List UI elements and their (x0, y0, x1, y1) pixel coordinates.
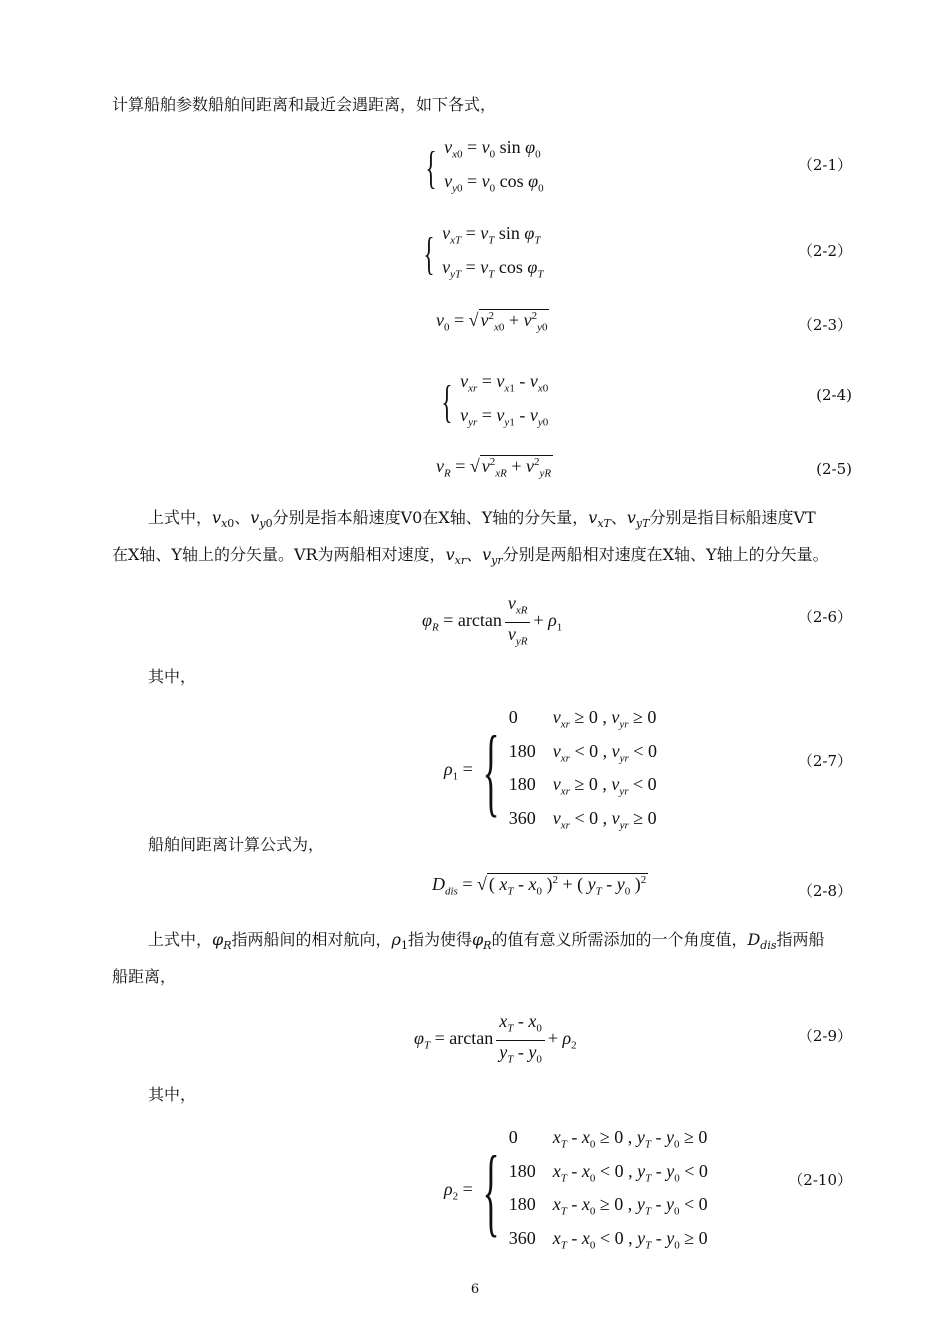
equation-2-1: { $v_{x0} = v_0$ $\sin \varphi_0$ $v_{y0} = v_0$ $\cos \varphi_0$ (425, 137, 544, 195)
equation-2-8: $D_{dis}$ = √ ( $x_T - x_0$ )$^2$ + ( $y_T - y_0$ )$^2$ (432, 874, 647, 898)
equation-2-5: $v_R$ = √ $v^2_{xR} + v^2_{yR}$ (436, 456, 552, 480)
equation-number: (2-4) (816, 386, 852, 404)
equation-2-7: $\rho_1$ = { 0 $v_{xr} \ge 0$ , $v_{yr} \ge 0$ 180 $v_{xr} < 0$ , $v_{yr} < 0$ 180 $v_{xr} \ge 0$ , $v_{yr} < 0$ 360 $v_{xr} < 0$ , $v_{yr} \ge 0$ (444, 707, 657, 832)
qizhong-label-1: 其中， (148, 667, 197, 686)
equation-number: （2-6） (797, 608, 852, 626)
equation-2-10: $\rho_2$ = { 0 $x_T - x_0 \ge 0$ , $y_T - y_0 \ge 0$ 180 $x_T - x_0 < 0$ , $y_T - y_0 < 0$ 180 $x_T - x_0 \ge 0$ , $y_T - y_0 < 0$ 360 $x_T - x_0 < 0$ , $y_T - y_0 \ge 0$ (444, 1127, 708, 1252)
equation-2-2: { $v_{xT} = v_T$ $\sin \varphi_T$ $v_{yT} = v_T$ $\cos \varphi_T$ (423, 223, 544, 281)
equation-2-3: $v_0$ = √ $v^2_{x0} + v^2_{y0}$ (436, 310, 548, 334)
qizhong-label-2: 其中， (148, 1085, 197, 1104)
equation-number: （2-1） (797, 156, 852, 174)
equation-number: （2-8） (797, 882, 852, 900)
equation-number: （2-10） (788, 1171, 852, 1189)
equation-number: (2-5) (816, 460, 852, 478)
equation-number: （2-7） (797, 752, 852, 770)
equation-2-4: { $v_{xr} = v_{x1} - v_{x0}$ $v_{yr} = v_{y1} - v_{y0}$ (441, 371, 549, 429)
equation-2-6: $\varphi_R = \arctan$ $\frac{v_{xR}}{v_{yR}}$ + $\rho_1$ (422, 593, 563, 648)
equation-2-9: $\varphi_T = \arctan$ $\frac{x_T - x_0}{y_T - y_0}$ + $\rho_2$ (414, 1011, 577, 1066)
paragraph-2-line-1: 上式中，$\varphi_R$指两船间的相对航向，$\rho_1$指为使得$\varphi_R$的值有意义所需添加的一个角度值，$D_{dis}$指两船 (148, 930, 825, 953)
equation-number: （2-2） (797, 242, 852, 260)
distance-formula-label: 船舶间距离计算公式为， (148, 835, 325, 854)
paragraph-1-line-2: 在X轴、Y轴上的分矢量。VR为两船相对速度，$v_{xr}$、$v_{yr}$分别是两船相对速度在X轴、Y轴上的分矢量。 (112, 545, 829, 568)
intro-text: 计算船舶参数船舶间距离和最近会遇距离，如下各式， (112, 95, 497, 114)
equation-number: （2-9） (797, 1027, 852, 1045)
equation-number: （2-3） (797, 316, 852, 334)
page-number: 6 (470, 1282, 480, 1297)
paragraph-2-line-2: 船距离， (112, 967, 177, 986)
paragraph-1-line-1: 上式中，$v_{x0}$、$v_{y0}$分别是指本船速度V0在X轴、Y轴的分矢量，$v_{xT}$、$v_{yT}$分别是指目标船速度VT (148, 508, 816, 531)
